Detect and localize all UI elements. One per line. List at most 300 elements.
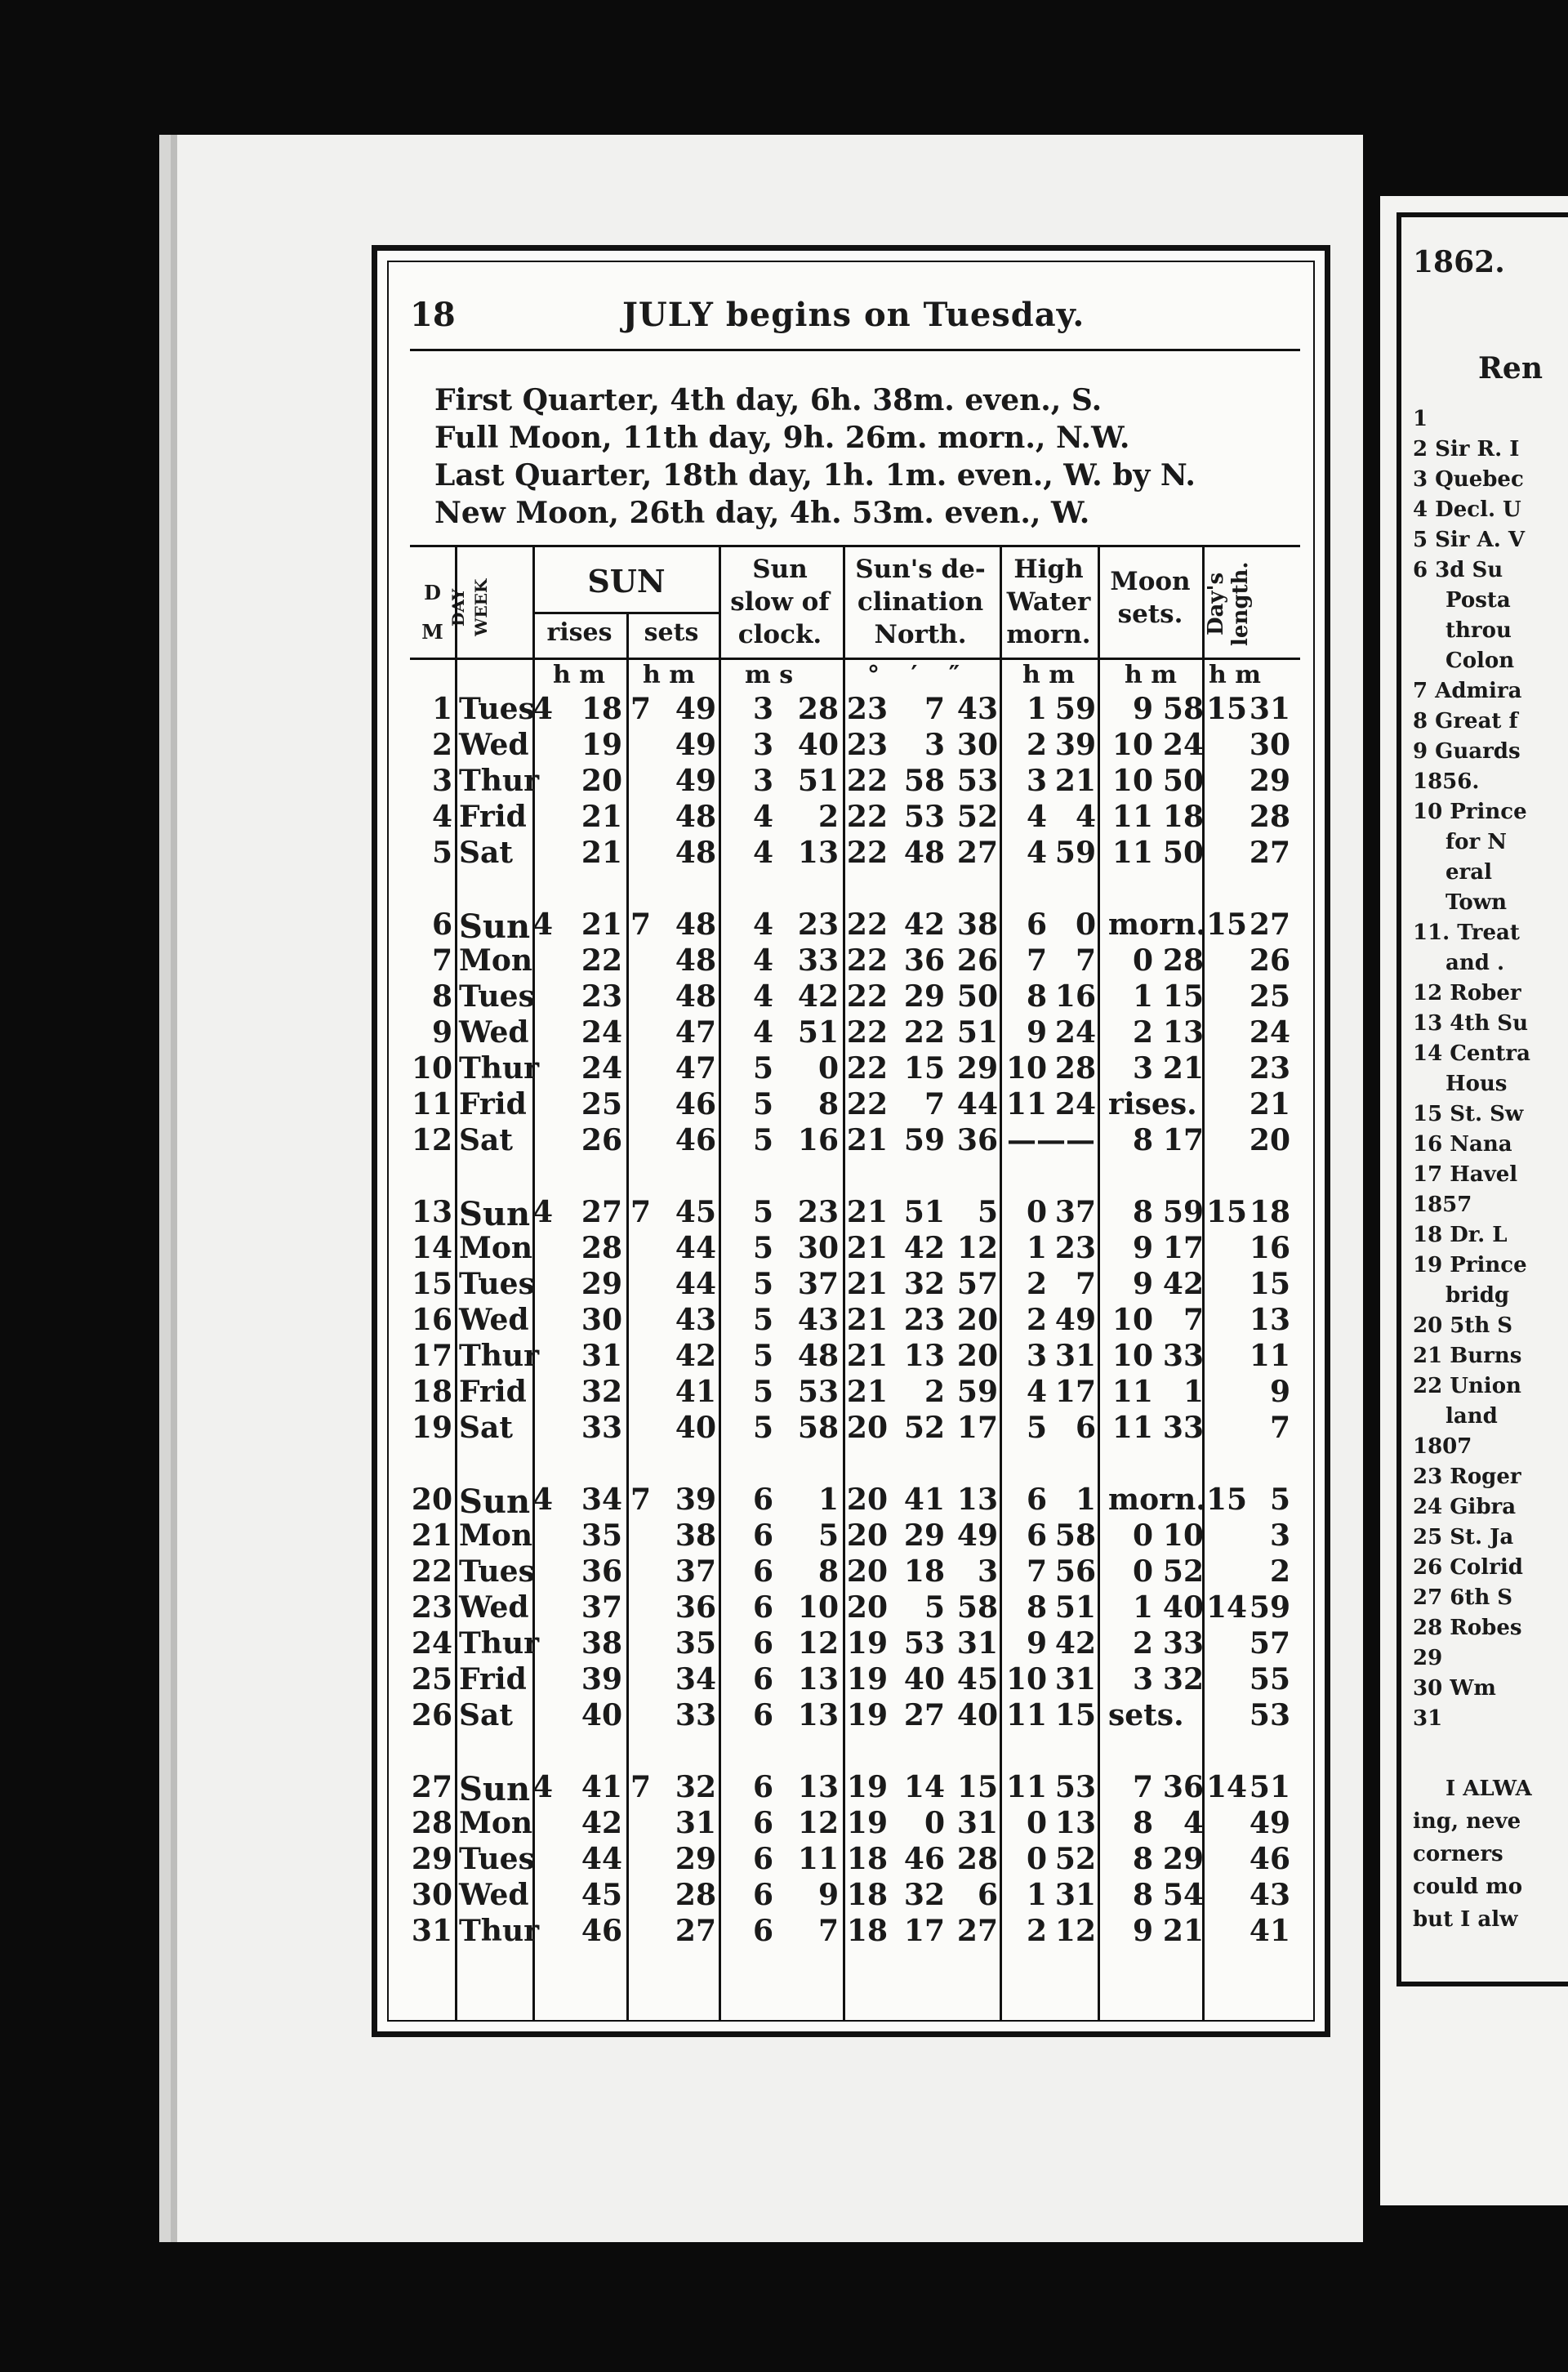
- cell-water-h: 6: [1026, 1482, 1047, 1517]
- cell-slow-s: 5: [817, 1518, 839, 1553]
- cell-set-h: 7: [630, 692, 651, 726]
- cell-set-m: 46: [675, 1123, 716, 1157]
- cell-decl-min: 7: [924, 692, 945, 726]
- cell-slow-m: 3: [752, 764, 773, 798]
- right-page-entry: eral: [1446, 860, 1492, 885]
- cell-water-m: 28: [1054, 1051, 1096, 1086]
- cell-weekday: Thur: [459, 1051, 540, 1086]
- cell-decl-sec: 29: [956, 1051, 998, 1086]
- cell-slow-s: 7: [817, 1914, 839, 1948]
- cell-slow-s: 48: [797, 1339, 839, 1373]
- cell-slow-s: 51: [797, 1015, 839, 1050]
- cell-set-m: 42: [675, 1339, 716, 1373]
- cell-length-m: 11: [1249, 1339, 1290, 1373]
- cell-decl-deg: 20: [846, 1411, 888, 1445]
- cell-length-m: 24: [1249, 1015, 1290, 1050]
- cell-water-m: 23: [1054, 1231, 1096, 1265]
- cell-day: 16: [411, 1303, 452, 1337]
- table-row: [410, 800, 1300, 836]
- cell-moon-m: 17: [1162, 1231, 1204, 1265]
- cell-set-m: 31: [675, 1806, 716, 1840]
- cell-weekday: Mon: [459, 1806, 533, 1840]
- cell-day: 6: [431, 907, 452, 942]
- cell-decl-sec: 30: [956, 728, 998, 762]
- units-decl: ° ′ ″: [867, 661, 972, 689]
- cell-decl-deg: 20: [846, 1590, 888, 1625]
- table-row: [410, 836, 1300, 872]
- cell-slow-s: 43: [797, 1303, 839, 1337]
- cell-decl-min: 22: [903, 1015, 945, 1050]
- cell-water-m: 59: [1054, 692, 1096, 726]
- cell-day: 20: [411, 1482, 452, 1517]
- title-rule: [410, 349, 1300, 351]
- cell-set-m: 48: [675, 907, 716, 942]
- cell-set-m: 49: [675, 728, 716, 762]
- cell-decl-deg: 22: [846, 1087, 888, 1121]
- cell-decl-sec: 52: [956, 800, 998, 834]
- cell-decl-min: 42: [903, 907, 945, 942]
- cell-moon-m: 50: [1162, 764, 1204, 798]
- cell-day: 19: [411, 1411, 452, 1445]
- cell-length-h: 15: [1206, 907, 1248, 942]
- header-rule: [410, 658, 1300, 660]
- cell-length-h: 15: [1206, 692, 1248, 726]
- cell-moon-h: 9: [1132, 1231, 1153, 1265]
- right-page-entry: 22 Union: [1413, 1374, 1521, 1398]
- cell-slow-s: 12: [797, 1806, 839, 1840]
- cell-water-m: 53: [1054, 1770, 1096, 1804]
- cell-water-m: 52: [1054, 1842, 1096, 1876]
- cell-set-m: 49: [675, 764, 716, 798]
- right-page-entry: 1: [1413, 407, 1428, 431]
- cell-moon-m: 4: [1183, 1806, 1204, 1840]
- cell-decl-min: 27: [903, 1698, 945, 1732]
- cell-weekday: Wed: [459, 1878, 529, 1912]
- table-row: [410, 1698, 1300, 1734]
- cell-length-m: 29: [1249, 764, 1290, 798]
- cell-decl-min: 46: [903, 1842, 945, 1876]
- cell-moon-h: sets.: [1108, 1698, 1184, 1732]
- cell-water-h: 2: [1026, 1267, 1047, 1301]
- cell-slow-m: 6: [752, 1482, 773, 1517]
- cell-decl-deg: 22: [846, 800, 888, 834]
- cell-set-m: 47: [675, 1015, 716, 1050]
- cell-weekday: Frid: [459, 1662, 527, 1697]
- right-page-entry: 7 Admira: [1413, 679, 1522, 703]
- right-page-entry: 23 Roger: [1413, 1465, 1521, 1489]
- cell-water-m: 12: [1054, 1914, 1096, 1948]
- cell-water-m: 21: [1054, 764, 1096, 798]
- table-row: [410, 1626, 1300, 1662]
- cell-slow-s: 0: [817, 1051, 839, 1086]
- cell-rise-h: 4: [532, 907, 553, 942]
- cell-water-h: 8: [1026, 979, 1047, 1014]
- cell-rise-m: 33: [581, 1411, 622, 1445]
- cell-decl-sec: 6: [977, 1878, 998, 1912]
- cell-length-m: 5: [1269, 1482, 1290, 1517]
- cell-rise-m: 45: [581, 1878, 622, 1912]
- cell-decl-deg: 23: [846, 728, 888, 762]
- cell-decl-deg: 21: [846, 1339, 888, 1373]
- cell-set-m: 27: [675, 1914, 716, 1948]
- cell-decl-sec: 58: [956, 1590, 998, 1625]
- cell-decl-deg: 19: [846, 1806, 888, 1840]
- cell-moon-h: 1: [1132, 1590, 1153, 1625]
- cell-length-m: 51: [1249, 1770, 1290, 1804]
- cell-water-m: 7: [1075, 943, 1096, 978]
- cell-slow-s: 53: [797, 1375, 839, 1409]
- cell-decl-min: 32: [903, 1878, 945, 1912]
- cell-decl-sec: 27: [956, 1914, 998, 1948]
- cell-water-m: 24: [1054, 1087, 1096, 1121]
- cell-day: 2: [431, 728, 452, 762]
- cell-water-m: 56: [1054, 1554, 1096, 1589]
- cell-length-m: 9: [1269, 1375, 1290, 1409]
- cell-day: 28: [411, 1806, 452, 1840]
- cell-decl-sec: 50: [956, 979, 998, 1014]
- cell-water-h: 11: [1006, 1698, 1048, 1732]
- cell-rise-m: 23: [581, 979, 622, 1014]
- table-row: [410, 907, 1300, 946]
- cell-length-m: 26: [1249, 943, 1290, 978]
- cell-day: 5: [431, 836, 452, 870]
- table-row: [410, 1662, 1300, 1698]
- right-page-entry: 20 5th S: [1413, 1313, 1513, 1338]
- cell-slow-s: 8: [817, 1087, 839, 1121]
- cell-decl-deg: 20: [846, 1482, 888, 1517]
- cell-weekday: Sun: [459, 1195, 531, 1233]
- cell-decl-min: 52: [903, 1411, 945, 1445]
- cell-day: 14: [411, 1231, 452, 1265]
- right-page-footer-line: I ALWA: [1446, 1777, 1532, 1801]
- right-page-entry: Colon: [1446, 649, 1515, 673]
- cell-water-m: 31: [1054, 1339, 1096, 1373]
- right-page-entry: 5 Sir A. V: [1413, 528, 1525, 552]
- almanac-table-frame: [372, 245, 1330, 2037]
- cell-decl-deg: 23: [846, 692, 888, 726]
- cell-set-h: 7: [630, 1770, 651, 1804]
- cell-day: 27: [411, 1770, 452, 1804]
- cell-day: 30: [411, 1878, 452, 1912]
- cell-water-h: 9: [1026, 1015, 1047, 1050]
- page-number: 18: [410, 296, 456, 334]
- cell-weekday: Tues: [459, 1842, 535, 1876]
- cell-weekday: Sat: [459, 1123, 513, 1157]
- header-sun: SUN: [587, 563, 666, 600]
- cell-day: 7: [431, 943, 452, 978]
- cell-decl-sec: 57: [956, 1267, 998, 1301]
- cell-decl-min: 29: [903, 1518, 945, 1553]
- cell-decl-sec: 40: [956, 1698, 998, 1732]
- cell-decl-min: 51: [903, 1195, 945, 1229]
- cell-rise-h: 4: [532, 1770, 553, 1804]
- cell-moon-m: 54: [1162, 1878, 1204, 1912]
- cell-rise-m: 46: [581, 1914, 622, 1948]
- right-page-heading: Ren: [1478, 351, 1543, 386]
- table-row: [410, 1087, 1300, 1123]
- cell-decl-deg: 18: [846, 1914, 888, 1948]
- table-row: [410, 764, 1300, 800]
- cell-decl-sec: 28: [956, 1842, 998, 1876]
- cell-rise-m: 39: [581, 1662, 622, 1697]
- cell-water-h: 7: [1026, 1554, 1047, 1589]
- units-moon: h m: [1125, 661, 1177, 689]
- cell-weekday: Sun: [459, 1770, 531, 1808]
- cell-weekday: Frid: [459, 800, 527, 834]
- cell-water-m: 7: [1075, 1267, 1096, 1301]
- cell-moon-m: 33: [1162, 1626, 1204, 1661]
- cell-water-h: 0: [1026, 1195, 1047, 1229]
- cell-decl-sec: 31: [956, 1626, 998, 1661]
- cell-slow-m: 5: [752, 1087, 773, 1121]
- cell-decl-sec: 36: [956, 1123, 998, 1157]
- cell-rise-m: 25: [581, 1087, 622, 1121]
- cell-slow-m: 5: [752, 1051, 773, 1086]
- cell-rise-m: 38: [581, 1626, 622, 1661]
- cell-moon-h: 8: [1132, 1195, 1153, 1229]
- table-row: [410, 1231, 1300, 1267]
- cell-slow-s: 30: [797, 1231, 839, 1265]
- cell-decl-sec: 44: [956, 1087, 998, 1121]
- cell-moon-m: 28: [1162, 943, 1204, 978]
- units-sets: h m: [643, 661, 695, 689]
- cell-rise-m: 34: [581, 1482, 622, 1517]
- cell-water-h: 5: [1026, 1411, 1047, 1445]
- cell-water-m: 0: [1075, 907, 1096, 942]
- cell-decl-deg: 18: [846, 1878, 888, 1912]
- cell-decl-sec: 49: [956, 1518, 998, 1553]
- cell-day: 21: [411, 1518, 452, 1553]
- header-high-water: High Water morn.: [1006, 555, 1091, 649]
- cell-moon-m: 13: [1162, 1015, 1204, 1050]
- cell-weekday: Tues: [459, 979, 535, 1014]
- cell-decl-deg: 19: [846, 1626, 888, 1661]
- cell-decl-sec: 20: [956, 1339, 998, 1373]
- cell-moon-h: 10: [1111, 1339, 1153, 1373]
- cell-set-m: 46: [675, 1087, 716, 1121]
- cell-water-h: 2: [1026, 1303, 1047, 1337]
- cell-decl-sec: 38: [956, 907, 998, 942]
- right-page-footer-line: ing, neve: [1413, 1809, 1521, 1834]
- cell-length-m: 31: [1249, 692, 1290, 726]
- right-page-entry: 1856.: [1413, 769, 1480, 794]
- cell-weekday: Sat: [459, 836, 513, 870]
- cell-slow-m: 4: [752, 943, 773, 978]
- cell-rise-m: 36: [581, 1554, 622, 1589]
- header-sun-slow: Sun slow of clock.: [730, 555, 830, 649]
- cell-set-m: 39: [675, 1482, 716, 1517]
- phase-last-quarter: Last Quarter, 18th day, 1h. 1m. even., W. by N.: [434, 458, 1196, 493]
- cell-rise-m: 41: [581, 1770, 622, 1804]
- cell-length-m: 7: [1269, 1411, 1290, 1445]
- cell-decl-sec: 3: [977, 1554, 998, 1589]
- cell-moon-h: 9: [1132, 1914, 1153, 1948]
- table-row: [410, 1267, 1300, 1303]
- cell-slow-s: 51: [797, 764, 839, 798]
- header-day-week: DAY WEEK: [448, 578, 491, 637]
- cell-slow-m: 6: [752, 1662, 773, 1697]
- right-page-footer-line: corners: [1413, 1842, 1503, 1866]
- cell-slow-s: 8: [817, 1554, 839, 1589]
- cell-slow-s: 13: [797, 1770, 839, 1804]
- cell-length-m: 57: [1249, 1626, 1290, 1661]
- cell-day: 17: [411, 1339, 452, 1373]
- cell-rise-m: 31: [581, 1339, 622, 1373]
- cell-moon-m: 29: [1162, 1842, 1204, 1876]
- cell-set-m: 45: [675, 1195, 716, 1229]
- cell-moon-m: 52: [1162, 1554, 1204, 1589]
- cell-decl-min: 29: [903, 979, 945, 1014]
- cell-decl-deg: 20: [846, 1518, 888, 1553]
- cell-decl-deg: 19: [846, 1662, 888, 1697]
- cell-slow-m: 5: [752, 1195, 773, 1229]
- cell-decl-min: 41: [903, 1482, 945, 1517]
- cell-rise-m: 35: [581, 1518, 622, 1553]
- cell-moon-h: 9: [1132, 1267, 1153, 1301]
- cell-water-m: 24: [1054, 1015, 1096, 1050]
- cell-slow-m: 6: [752, 1554, 773, 1589]
- cell-moon-h: 3: [1132, 1662, 1153, 1697]
- table-row: [410, 1518, 1300, 1554]
- cell-set-m: 48: [675, 836, 716, 870]
- cell-weekday: Sat: [459, 1411, 513, 1445]
- header-rises: rises: [546, 618, 612, 647]
- units-water: h m: [1022, 661, 1075, 689]
- cell-water-h: 6: [1026, 907, 1047, 942]
- cell-moon-h: 11: [1111, 1375, 1153, 1409]
- cell-day: 3: [431, 764, 452, 798]
- right-page-entry: 16 Nana: [1413, 1132, 1512, 1157]
- cell-water-h: 4: [1026, 836, 1047, 870]
- cell-decl-deg: 21: [846, 1123, 888, 1157]
- cell-slow-s: 9: [817, 1878, 839, 1912]
- cell-length-m: 53: [1249, 1698, 1290, 1732]
- cell-water-m: 4: [1075, 800, 1096, 834]
- cell-length-m: 46: [1249, 1842, 1290, 1876]
- right-page-entry: 18 Dr. L: [1413, 1223, 1508, 1247]
- cell-moon-h: 10: [1111, 1303, 1153, 1337]
- cell-decl-min: 15: [903, 1051, 945, 1086]
- cell-decl-min: 32: [903, 1267, 945, 1301]
- cell-moon-h: 11: [1111, 800, 1153, 834]
- cell-decl-deg: 22: [846, 907, 888, 942]
- cell-slow-s: 23: [797, 1195, 839, 1229]
- cell-decl-min: 0: [924, 1806, 945, 1840]
- right-page-entry: 31: [1413, 1706, 1443, 1731]
- cell-decl-deg: 19: [846, 1770, 888, 1804]
- cell-day: 26: [411, 1698, 452, 1732]
- cell-moon-h: 2: [1132, 1015, 1153, 1050]
- cell-water-h: ———: [1007, 1123, 1095, 1157]
- table-row: [410, 1195, 1300, 1231]
- cell-length-m: 21: [1249, 1087, 1290, 1121]
- cell-length-m: 27: [1249, 907, 1290, 942]
- cell-water-h: 4: [1026, 800, 1047, 834]
- cell-slow-m: 5: [752, 1375, 773, 1409]
- cell-weekday: Tues: [459, 692, 535, 726]
- cell-set-h: 7: [630, 1482, 651, 1517]
- cell-water-h: 8: [1026, 1590, 1047, 1625]
- cell-day: 23: [411, 1590, 452, 1625]
- cell-weekday: Sat: [459, 1698, 513, 1732]
- cell-day: 9: [431, 1015, 452, 1050]
- cell-moon-m: 33: [1162, 1339, 1204, 1373]
- cell-decl-deg: 22: [846, 764, 888, 798]
- cell-slow-m: 4: [752, 979, 773, 1014]
- cell-weekday: Sun: [459, 907, 531, 946]
- cell-length-m: 55: [1249, 1662, 1290, 1697]
- cell-weekday: Thur: [459, 764, 540, 798]
- cell-rise-m: 26: [581, 1123, 622, 1157]
- table-row: [410, 1590, 1300, 1626]
- cell-set-m: 48: [675, 979, 716, 1014]
- cell-weekday: Mon: [459, 1231, 533, 1265]
- cell-decl-sec: 17: [956, 1411, 998, 1445]
- cell-slow-m: 6: [752, 1878, 773, 1912]
- cell-length-m: 30: [1249, 728, 1290, 762]
- cell-water-h: 1: [1026, 1231, 1047, 1265]
- cell-moon-m: 21: [1162, 1914, 1204, 1948]
- cell-moon-h: 8: [1132, 1806, 1153, 1840]
- cell-moon-m: 18: [1162, 800, 1204, 834]
- cell-set-m: 38: [675, 1518, 716, 1553]
- right-page-entry: 27 6th S: [1413, 1585, 1513, 1610]
- cell-rise-m: 30: [581, 1303, 622, 1337]
- cell-slow-m: 5: [752, 1339, 773, 1373]
- cell-water-h: 6: [1026, 1518, 1047, 1553]
- cell-decl-deg: 21: [846, 1231, 888, 1265]
- cell-rise-m: 22: [581, 943, 622, 978]
- cell-length-m: 49: [1249, 1806, 1290, 1840]
- cell-decl-min: 18: [903, 1554, 945, 1589]
- cell-weekday: Wed: [459, 1303, 529, 1337]
- cell-decl-min: 3: [924, 728, 945, 762]
- cell-rise-m: 19: [581, 728, 622, 762]
- cell-moon-m: 24: [1162, 728, 1204, 762]
- right-page-entry: 15 St. Sw: [1413, 1102, 1524, 1126]
- cell-decl-min: 7: [924, 1087, 945, 1121]
- cell-weekday: Thur: [459, 1914, 540, 1948]
- cell-slow-m: 4: [752, 907, 773, 942]
- cell-slow-s: 13: [797, 836, 839, 870]
- cell-moon-m: 32: [1162, 1662, 1204, 1697]
- cell-water-h: 3: [1026, 1339, 1047, 1373]
- cell-moon-h: 8: [1132, 1878, 1153, 1912]
- right-page-list: [1413, 404, 1530, 1734]
- right-page-entry: 2 Sir R. I: [1413, 437, 1520, 461]
- cell-slow-m: 6: [752, 1806, 773, 1840]
- cell-water-m: 58: [1054, 1518, 1096, 1553]
- table-row: [410, 1303, 1300, 1339]
- cell-decl-sec: 51: [956, 1015, 998, 1050]
- cell-moon-m: 42: [1162, 1267, 1204, 1301]
- cell-weekday: Sun: [459, 1482, 531, 1521]
- table-row: [410, 1878, 1300, 1914]
- cell-slow-s: 13: [797, 1662, 839, 1697]
- cell-day: 1: [431, 692, 452, 726]
- cell-rise-m: 21: [581, 907, 622, 942]
- right-page-entry: Posta: [1446, 588, 1511, 613]
- cell-day: 13: [411, 1195, 452, 1229]
- header-declination: Sun's de- clination North.: [855, 555, 986, 649]
- cell-day: 24: [411, 1626, 452, 1661]
- cell-slow-m: 6: [752, 1590, 773, 1625]
- right-page-entry: 28 Robes: [1413, 1616, 1522, 1640]
- right-page-footer-line: could mo: [1413, 1875, 1523, 1899]
- cell-moon-m: 33: [1162, 1411, 1204, 1445]
- cell-water-m: 31: [1054, 1662, 1096, 1697]
- right-page-year: 1862.: [1413, 245, 1505, 279]
